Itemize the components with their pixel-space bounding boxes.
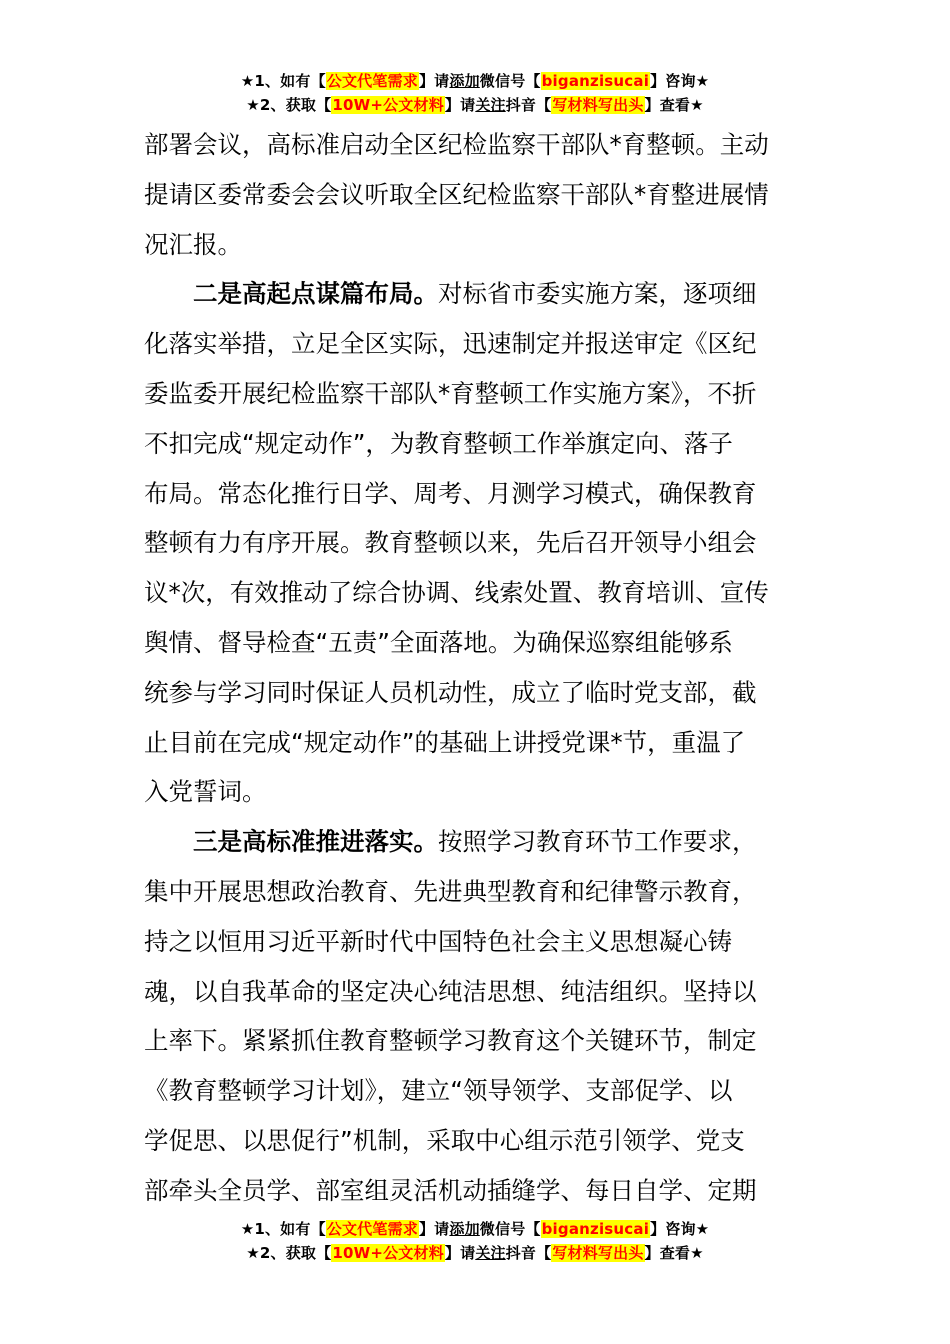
banner-line-1 bbox=[0, 70, 950, 94]
text-line: 《教育整顿学习计划》，建立“领导领学、支部促学、以 bbox=[144, 1076, 733, 1106]
text-line: 布局。常态化推行日学、周考、月测学习模式，确保教育 bbox=[144, 478, 757, 508]
banner-underline-add: 添加 bbox=[449, 1220, 480, 1238]
banner-line-2 bbox=[0, 1242, 950, 1266]
banner-text: ★1、如有【 bbox=[240, 72, 326, 90]
banner-line-1 bbox=[0, 1218, 950, 1242]
paragraph-text: 按照学习教育环节工作要求， bbox=[438, 827, 757, 857]
text-line: 统参与学习同时保证人员机动性，成立了临时党支部，截 bbox=[144, 677, 757, 707]
banner-highlight-writing-service: 公文代笔需求 bbox=[326, 72, 418, 90]
banner-text: 】请 bbox=[444, 1244, 476, 1262]
text-line: 学促思、以思促行”机制，采取中心组示范引领学、党支 bbox=[144, 1125, 745, 1155]
banner-highlight-wechat-id: biganzisucai bbox=[541, 72, 650, 90]
text-line: 上率下。紧紧抓住教育整顿学习教育这个关键环节，制定 bbox=[144, 1026, 757, 1056]
banner-text: 】咨询★ bbox=[650, 72, 710, 90]
paragraph-3 bbox=[144, 817, 808, 1215]
text-line bbox=[144, 269, 808, 319]
paragraph-2 bbox=[144, 269, 808, 817]
banner-text: 抖音【 bbox=[505, 1244, 552, 1262]
banner-text: ★2、获取【 bbox=[246, 1244, 332, 1262]
text-line: 化落实举措，立足全区实际，迅速制定并报送审定《区纪 bbox=[144, 329, 757, 359]
text-line: 况汇报。 bbox=[144, 229, 242, 259]
paragraph-lead: 二是高起点谋篇布局。 bbox=[193, 279, 438, 309]
paragraph-1 bbox=[144, 120, 808, 269]
banner-line-2 bbox=[0, 94, 950, 118]
text-line: 舆情、督导检查“五责”全面落地。为确保巡察组能够系 bbox=[144, 627, 733, 657]
banner-text: 微信号【 bbox=[479, 72, 541, 90]
banner-text: 】请 bbox=[444, 96, 476, 114]
top-banner bbox=[0, 70, 950, 118]
text-line: 整顿有力有序开展。教育整顿以来，先后召开领导小组会 bbox=[144, 528, 757, 558]
banner-highlight-wechat-id: biganzisucai bbox=[541, 1220, 650, 1238]
text-line bbox=[144, 817, 808, 867]
banner-text: 】查看★ bbox=[644, 96, 704, 114]
text-line: 持之以恒用习近平新时代中国特色社会主义思想凝心铸 bbox=[144, 926, 732, 956]
paragraph-text: 对标省市委实施方案，逐项细 bbox=[438, 279, 757, 309]
bottom-banner bbox=[0, 1218, 950, 1266]
banner-text: ★2、获取【 bbox=[246, 96, 332, 114]
banner-highlight-douyin-account: 写材料写出头 bbox=[552, 1244, 644, 1262]
text-line: 部署会议，高标准启动全区纪检监察干部队*育整顿。主动 bbox=[144, 130, 769, 159]
text-line: 议*次，有效推动了综合协调、线索处置、教育培训、宣传 bbox=[144, 578, 769, 608]
banner-text: 】咨询★ bbox=[650, 1220, 710, 1238]
banner-underline-follow: 关注 bbox=[475, 96, 506, 114]
text-line: 集中开展思想政治教育、先进典型教育和纪律警示教育， bbox=[144, 876, 757, 906]
document-body bbox=[144, 120, 808, 1216]
banner-underline-add: 添加 bbox=[449, 72, 480, 90]
banner-highlight-materials: 10W+公文材料 bbox=[332, 96, 444, 114]
text-line: 提请区委常委会会议听取全区纪检监察干部队*育整进展情 bbox=[144, 179, 769, 209]
banner-underline-follow: 关注 bbox=[475, 1244, 506, 1262]
banner-text: 】请 bbox=[418, 72, 450, 90]
banner-highlight-douyin-account: 写材料写出头 bbox=[552, 96, 644, 114]
paragraph-lead: 三是高标准推进落实。 bbox=[193, 827, 438, 857]
banner-text: 】查看★ bbox=[644, 1244, 704, 1262]
banner-highlight-writing-service: 公文代笔需求 bbox=[326, 1220, 418, 1238]
text-line: 委监委开展纪检监察干部队*育整顿工作实施方案》，不折 bbox=[144, 378, 757, 408]
text-line: 入党誓词。 bbox=[144, 777, 267, 807]
banner-text: 抖音【 bbox=[505, 96, 552, 114]
text-line: 止目前在完成“规定动作”的基础上讲授党课*节，重温了 bbox=[144, 727, 746, 757]
banner-highlight-materials: 10W+公文材料 bbox=[332, 1244, 444, 1262]
banner-text: 】请 bbox=[418, 1220, 450, 1238]
banner-text: ★1、如有【 bbox=[240, 1220, 326, 1238]
text-line: 部牵头全员学、部室组灵活机动插缝学、每日自学、定期 bbox=[144, 1175, 757, 1205]
text-line: 不扣完成“规定动作”，为教育整顿工作举旗定向、落子 bbox=[144, 428, 733, 458]
banner-text: 微信号【 bbox=[479, 1220, 541, 1238]
text-line: 魂，以自我革命的坚定决心纯洁思想、纯洁组织。坚持以 bbox=[144, 976, 757, 1006]
